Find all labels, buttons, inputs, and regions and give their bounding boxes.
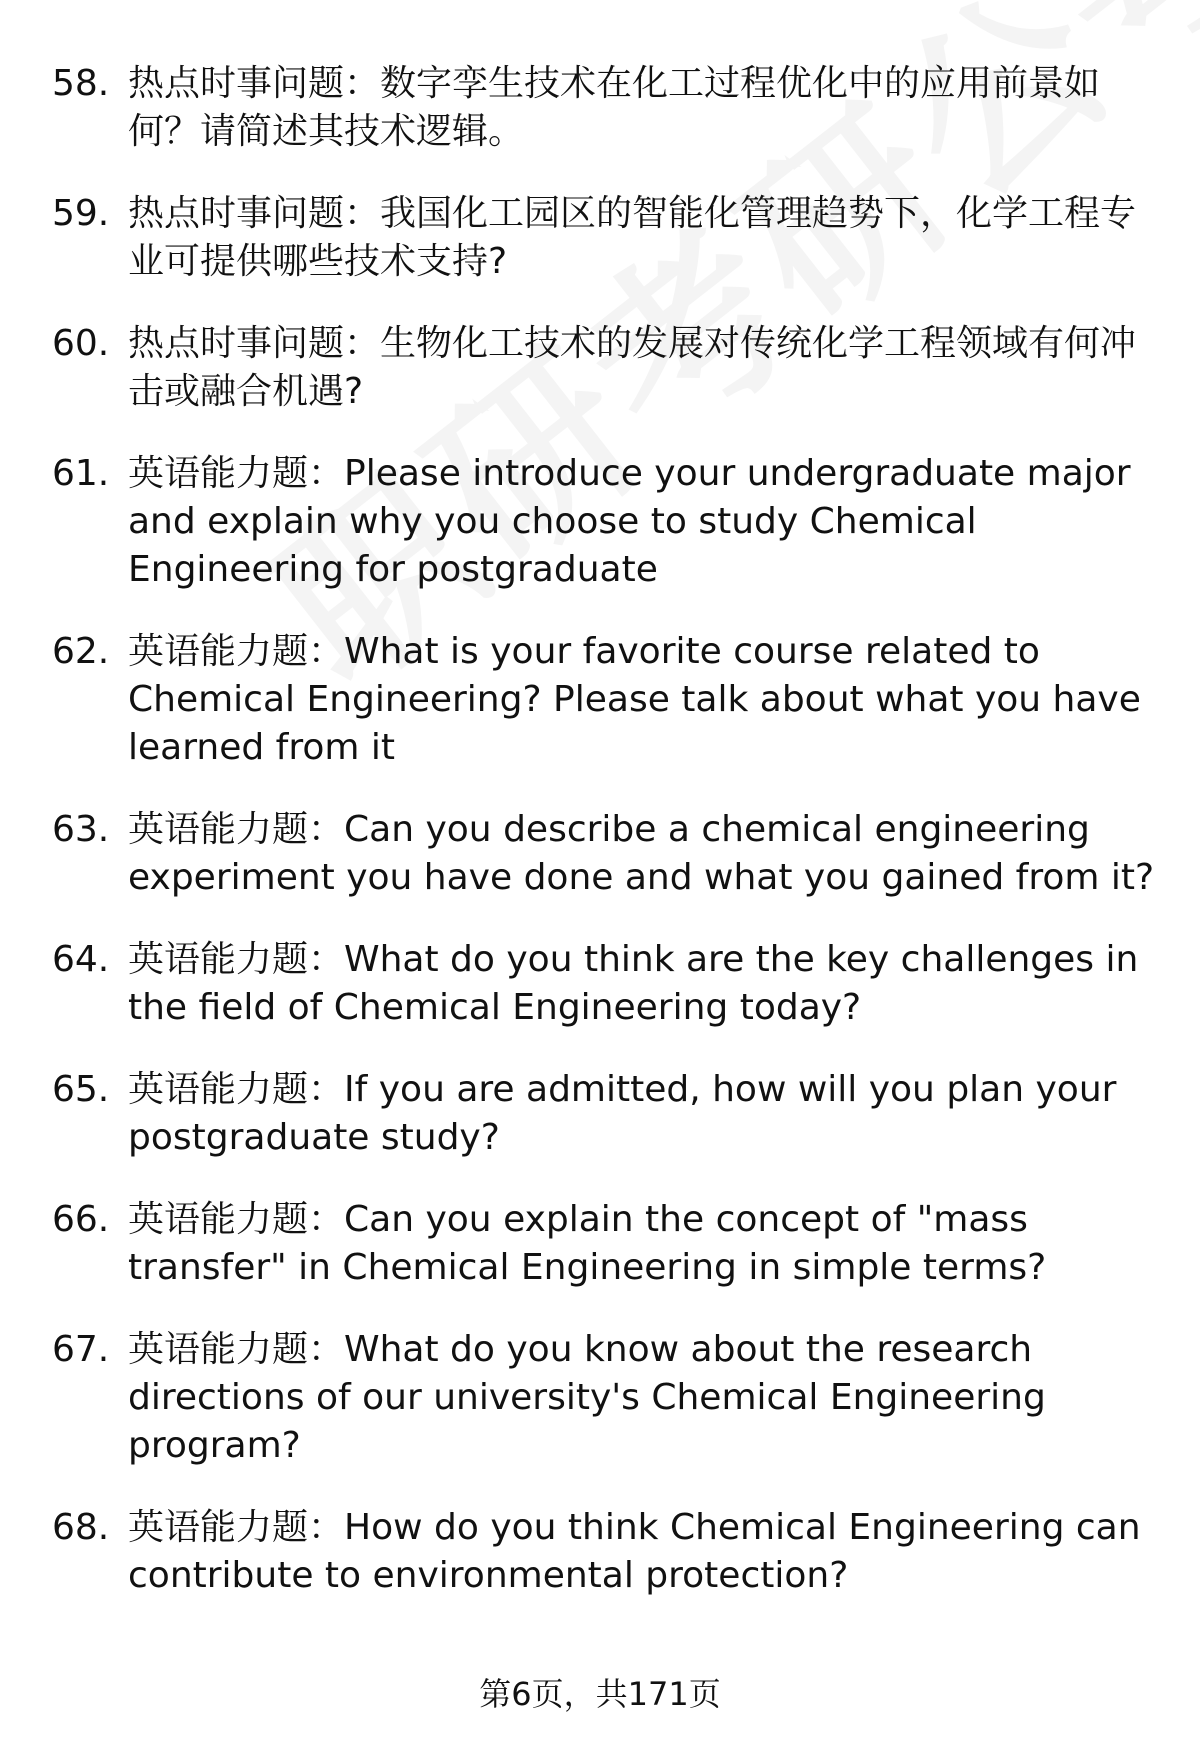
question-text: If you are admitted, how will you plan your postgraduate study?	[128, 1069, 1117, 1158]
question-category: 英语能力题：	[128, 1069, 345, 1110]
question-category: 英语能力题：	[128, 631, 345, 672]
question-category: 热点时事问题：	[128, 323, 381, 364]
question-item-64	[0, 936, 1200, 1032]
question-category: 英语能力题：	[128, 1199, 345, 1240]
question-category: 英语能力题：	[128, 939, 345, 980]
question-number: 68.	[52, 1507, 110, 1548]
question-category: 热点时事问题：	[128, 193, 381, 234]
question-number: 63.	[52, 809, 110, 850]
question-category: 英语能力题：	[128, 453, 345, 494]
question-item-68	[0, 1504, 1200, 1600]
question-text: Can you explain the concept of "mass transfer" in Chemical Engineering in simple terms?	[128, 1199, 1047, 1288]
question-number: 66.	[52, 1199, 110, 1240]
question-list	[0, 60, 1200, 1634]
question-number: 59.	[52, 193, 110, 234]
question-text: Please introduce your undergraduate major and explain why you choose to study Chemical Engineering for postgraduate	[128, 453, 1131, 590]
question-text: 我国化工园区的智能化管理趋势下，化学工程专业可提供哪些技术支持?	[128, 193, 1137, 282]
question-text: 数字孪生技术在化工过程优化中的应用前景如何？请简述其技术逻辑。	[128, 63, 1101, 152]
question-text: 生物化工技术的发展对传统化学工程领域有何冲击或融合机遇?	[128, 323, 1137, 412]
question-text: What do you think are the key challenges in the field of Chemical Engineering today?	[128, 939, 1139, 1028]
question-item-58	[0, 60, 1200, 156]
question-category: 英语能力题：	[128, 809, 345, 850]
page-number-label: 第6页，共171页	[479, 1675, 721, 1713]
question-number: 62.	[52, 631, 110, 672]
question-text: What is your favorite course related to Chemical Engineering? Please talk about what you have learned from it	[128, 631, 1141, 768]
question-item-65	[0, 1066, 1200, 1162]
question-item-63	[0, 806, 1200, 902]
question-item-67	[0, 1326, 1200, 1470]
question-category: 英语能力题：	[128, 1507, 345, 1548]
question-item-59	[0, 190, 1200, 286]
question-number: 61.	[52, 453, 110, 494]
question-number: 58.	[52, 63, 110, 104]
question-item-66	[0, 1196, 1200, 1292]
question-number: 60.	[52, 323, 110, 364]
question-item-60	[0, 320, 1200, 416]
question-number: 65.	[52, 1069, 110, 1110]
question-number: 64.	[52, 939, 110, 980]
question-text: Can you describe a chemical engineering experiment you have done and what you gained from it?	[128, 809, 1155, 898]
question-text: What do you know about the research directions of our university's Chemical Engineering program?	[128, 1329, 1046, 1466]
question-text: How do you think Chemical Engineering can contribute to environmental protection?	[128, 1507, 1141, 1596]
page-footer	[0, 1672, 1200, 1716]
question-item-61	[0, 450, 1200, 594]
question-category: 热点时事问题：	[128, 63, 381, 104]
question-number: 67.	[52, 1329, 110, 1370]
question-item-62	[0, 628, 1200, 772]
question-category: 英语能力题：	[128, 1329, 345, 1370]
